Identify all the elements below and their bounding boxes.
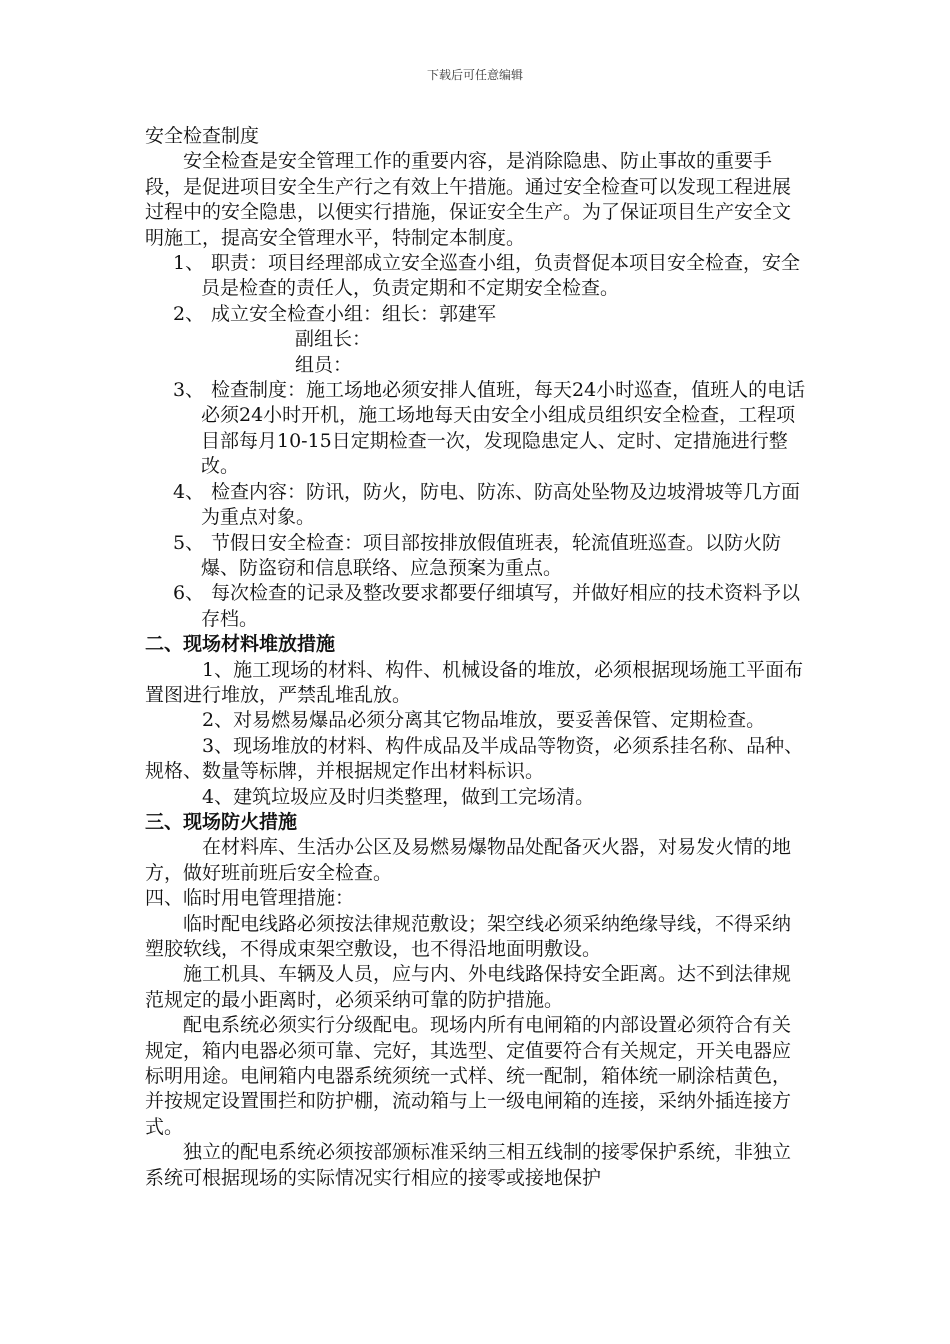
intro-paragraph: 安全检查是安全管理工作的重要内容，是消除隐患、防止事故的重要手段，是促进项目安全生产行之有效上午措施。通过安全检查可以发现工程进展过程中的安全隐患，以便实行措施，保证安全生产。为了保证项目生产安全文明施工，提高安全管理水平，特制定本制度。 [145,150,792,249]
paragraph: 配电系统必须实行分级配电。现场内所有电闸箱的内部设置必须符合有关规定，箱内电器必须可靠、完好，其选型、定值要符合有关规定，开关电器应标明用途。电闸箱内电器系统须统一式样、统一配制，箱体统一刷涂桔黄色，并按规定设置围拦和防护棚，流动箱与上一级电闸箱的连接，采纳外插连接方式。 [145,1014,792,1138]
members-line: 组员： [295,353,353,376]
paragraph: 4、建筑垃圾应及时归类整理，做到工完场清。 [202,785,595,808]
section-heading: 二、现场材料堆放措施 [145,633,336,656]
paragraph: 2、对易燃易爆品必须分离其它物品堆放，要妥善保管、定期检查。 [202,709,766,732]
list-item: 5、 节假日安全检查：项目部按排放假值班表，轮流值班巡查。以防火防爆、防盗窃和信息联络、应急预案为重点。 [173,531,782,579]
page-header: 下载后可任意编辑 [426,68,523,82]
document-title: 安全检查制度 [145,125,260,147]
section-heading: 三、现场防火措施 [145,810,298,833]
paragraph: 施工机具、车辆及人员，应与内、外电线路保持安全距离。达不到法律规范规定的最小距离时，必须采纳可靠的防护措施。 [145,963,792,1011]
paragraph: 1、施工现场的材料、构件、机械设备的堆放，必须根据现场施工平面布置图进行堆放，严禁乱堆乱放。 [145,658,804,706]
section-heading: 四、临时用电管理措施： [145,887,355,910]
document-body [145,124,807,1191]
list-item: 3、 检查制度：施工场地必须安排人值班，每天24小时巡查，值班人的电话必须24小时开机，施工场地每天由安全小组成员组织安全检查，工程项目部每月10-15日定期检查一次，发现隐患定人、定时、定措施进行整改。 [173,379,806,478]
list-item: 1、 职责：项目经理部成立安全巡查小组，负责督促本项目安全检查，安全员是检查的责任人，负责定期和不定期安全检查。 [173,252,801,300]
paragraph: 3、现场堆放的材料、构件成品及半成品等物资，必须系挂名称、品种、规格、数量等标牌，并根据规定作出材料标识。 [145,734,804,783]
paragraph: 在材料库、生活办公区及易燃易爆物品处配备灭火器，对易发火情的地方，做好班前班后安全检查。 [145,836,792,884]
list-item: 2、 成立安全检查小组：组长：郭建军 [173,302,497,325]
paragraph: 临时配电线路必须按法律规范敷设；架空线必须采纳绝缘导线，不得采纳塑胶软线，不得成束架空敷设，也不得沿地面明敷设。 [145,912,792,960]
list-item: 6、 每次检查的记录及整改要求都要仔细填写，并做好相应的技术资料予以存档。 [173,582,801,630]
vice-leader-line: 副组长： [295,328,372,351]
paragraph: 独立的配电系统必须按部颁标准采纳三相五线制的接零保护系统，非独立系统可根据现场的实际情况实行相应的接零或接地保护 [145,1141,792,1189]
list-item: 4、 检查内容：防讯，防火，防电、防冻、防高处坠物及边坡滑坡等几方面为重点对象。 [173,480,801,529]
